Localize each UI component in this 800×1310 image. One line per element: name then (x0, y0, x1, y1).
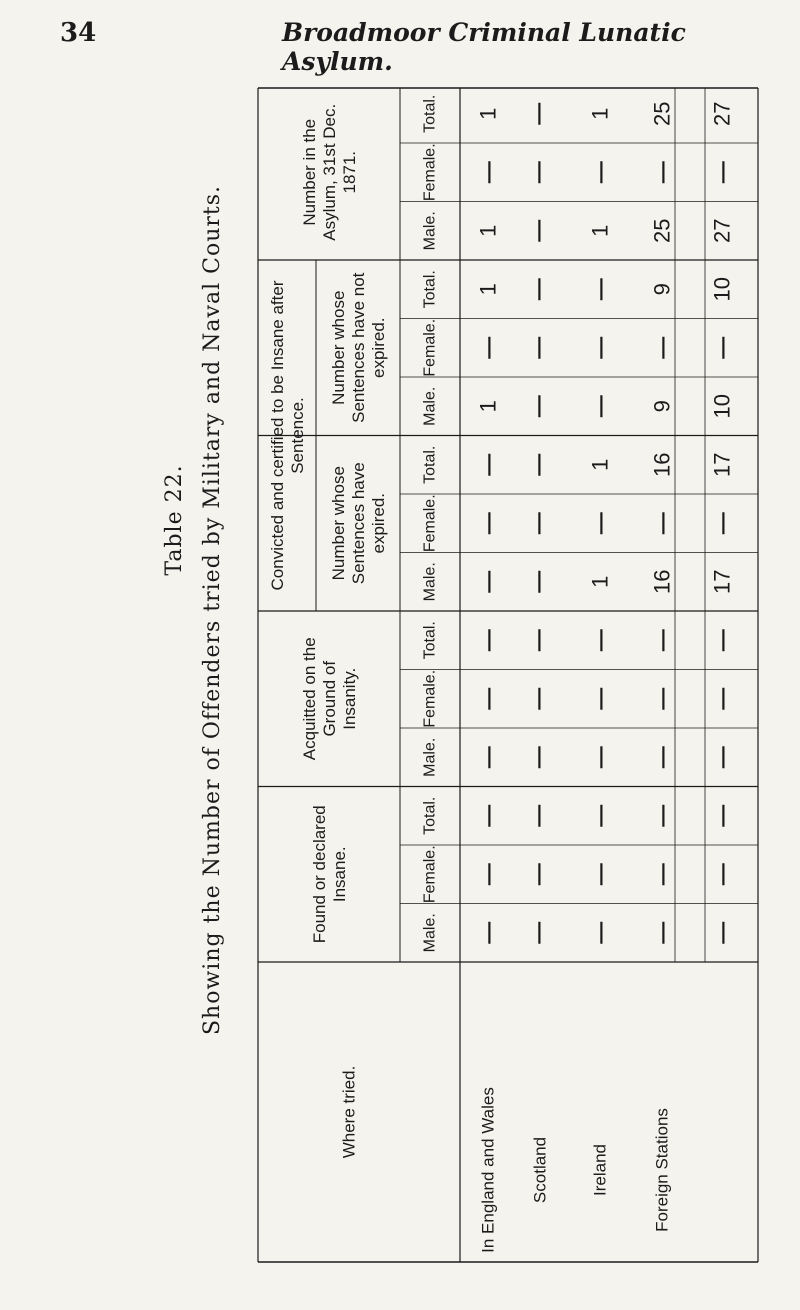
column-header-female: Female. (421, 318, 439, 377)
column-header-male: Male. (421, 913, 439, 953)
total-cell: — (709, 746, 735, 769)
table-cell: — (649, 746, 675, 769)
table-cell: 1 (475, 400, 501, 413)
table-cell: — (649, 921, 675, 944)
table-cell: 1 (587, 224, 613, 237)
table-cell: — (525, 278, 551, 301)
table-cell: — (475, 863, 501, 886)
running-title: Broadmoor Criminal Lunatic Asylum. (282, 18, 686, 76)
table-cell: 1 (475, 224, 501, 237)
table-cell: — (587, 336, 613, 359)
group-title-line: Acquitted on the (300, 637, 319, 761)
group-title-line: expired. (369, 493, 388, 554)
group-title-line: Asylum, 31st Dec. (320, 103, 339, 241)
table-cell: — (525, 921, 551, 944)
table-cell: — (525, 746, 551, 769)
table-cell: — (587, 512, 613, 535)
column-header-total: Total. (421, 621, 439, 660)
total-cell: 10 (709, 394, 735, 419)
table-cell: — (525, 570, 551, 593)
group-title-2 (329, 462, 388, 584)
group-title-line: Number in the (300, 118, 319, 226)
table-cells (476, 102, 735, 1253)
table-cell: — (525, 336, 551, 359)
column-header-total: Total. (421, 94, 439, 133)
group-title-line: Sentences have not (349, 272, 368, 423)
table-cell: 1 (475, 283, 501, 296)
total-cell: — (709, 804, 735, 827)
group-title-4 (300, 104, 359, 241)
total-cell: — (709, 336, 735, 359)
column-header-female: Female. (421, 143, 439, 202)
table-cell: — (475, 570, 501, 593)
table-cell: 1 (587, 458, 613, 471)
table-cell: — (649, 629, 675, 652)
column-header-male: Male. (421, 386, 439, 426)
column-header-total: Total. (421, 796, 439, 835)
table-cell: 1 (587, 107, 613, 120)
table-cell: — (525, 453, 551, 476)
table-cell: — (475, 161, 501, 184)
stub-header: Where tried. (339, 1065, 359, 1159)
column-header-male: Male. (421, 211, 439, 251)
group-title-line: Ground of (320, 660, 339, 737)
table-cell: — (649, 336, 675, 359)
total-cell: — (709, 512, 735, 535)
table-cell: — (525, 863, 551, 886)
group-title-line: Found or declared (310, 805, 329, 944)
column-header-male: Male. (421, 562, 439, 602)
table-cell: 25 (649, 101, 675, 126)
table-cell: — (587, 161, 613, 184)
table-label: Table 22. (162, 464, 187, 576)
table-cell: — (587, 687, 613, 710)
group-title-line: Insane. (330, 846, 349, 903)
row-label: Scotland (530, 1136, 550, 1204)
total-cell: — (709, 161, 735, 184)
table-cell: — (587, 804, 613, 827)
column-header-female: Female. (421, 494, 439, 553)
table-cell: — (525, 804, 551, 827)
total-cell: 10 (709, 277, 735, 302)
table-cell: — (587, 395, 613, 418)
table-caption: Showing the Number of Offenders tried by Military and Naval Courts. (200, 184, 225, 1036)
table-cell: — (475, 921, 501, 944)
table-cell: 16 (649, 569, 675, 594)
column-header-male: Male. (421, 737, 439, 777)
group-title-line: Number whose (329, 466, 348, 581)
table-cell: — (475, 453, 501, 476)
total-cell: — (709, 629, 735, 652)
group-title-line: Insanity. (340, 667, 359, 730)
total-cell: — (709, 687, 735, 710)
table-cell: — (649, 804, 675, 827)
total-cell: — (709, 863, 735, 886)
table-cell: — (525, 512, 551, 535)
group-title-line: 1871. (340, 150, 359, 194)
table-cell: 25 (649, 218, 675, 243)
table-cell: — (475, 746, 501, 769)
table-cell: — (587, 746, 613, 769)
group-title-line: Sentences have (349, 462, 368, 585)
group-title-3 (329, 272, 388, 423)
table-cell: 1 (587, 575, 613, 588)
table-cell: — (649, 863, 675, 886)
table-cell: 9 (649, 283, 675, 296)
total-cell: 27 (709, 218, 735, 243)
table-cell: 1 (475, 107, 501, 120)
table-cell: — (525, 395, 551, 418)
table-cell: — (649, 161, 675, 184)
table-cell: — (649, 512, 675, 535)
super-header-line: Sentence. (288, 397, 307, 474)
column-header-total: Total. (421, 270, 439, 309)
column-header-female: Female. (421, 669, 439, 728)
table-headers (268, 95, 439, 1159)
table-cell: — (525, 219, 551, 242)
table-cell: — (587, 629, 613, 652)
group-title-1 (300, 637, 359, 760)
row-label: Foreign Stations (652, 1108, 672, 1232)
table-cell: — (525, 161, 551, 184)
super-header-line: Convicted and certified to be Insane after (268, 280, 287, 591)
super-header (268, 280, 307, 590)
total-cell: — (709, 921, 735, 944)
group-title-line: expired. (369, 317, 388, 378)
table-cell: — (475, 512, 501, 535)
table-cell: — (525, 102, 551, 125)
column-header-female: Female. (421, 845, 439, 904)
column-header-total: Total. (421, 445, 439, 484)
table-cell: — (525, 687, 551, 710)
page-number: 34 (60, 18, 97, 48)
group-title-0 (310, 805, 349, 943)
row-label: In England and Wales (478, 1087, 498, 1253)
group-title-3-text (329, 272, 388, 423)
group-title-2-text (329, 462, 388, 584)
table-cell: — (475, 804, 501, 827)
table-cell: — (475, 629, 501, 652)
group-title-4-text (300, 104, 359, 241)
total-cell: 27 (709, 101, 735, 126)
table-cell: 16 (649, 452, 675, 477)
table-cell: 9 (649, 400, 675, 413)
table-cell: — (587, 863, 613, 886)
row-label: Ireland (590, 1144, 610, 1196)
table-cell: — (475, 687, 501, 710)
table-cell: — (525, 629, 551, 652)
table-cell: — (475, 336, 501, 359)
table-cell: — (587, 278, 613, 301)
group-title-0-text (310, 805, 349, 943)
table-cell: — (587, 921, 613, 944)
table-cell: — (649, 687, 675, 710)
group-title-line: Number whose (329, 290, 348, 405)
group-title-1-text (300, 637, 359, 760)
total-cell: 17 (709, 452, 735, 477)
total-cell: 17 (709, 569, 735, 594)
